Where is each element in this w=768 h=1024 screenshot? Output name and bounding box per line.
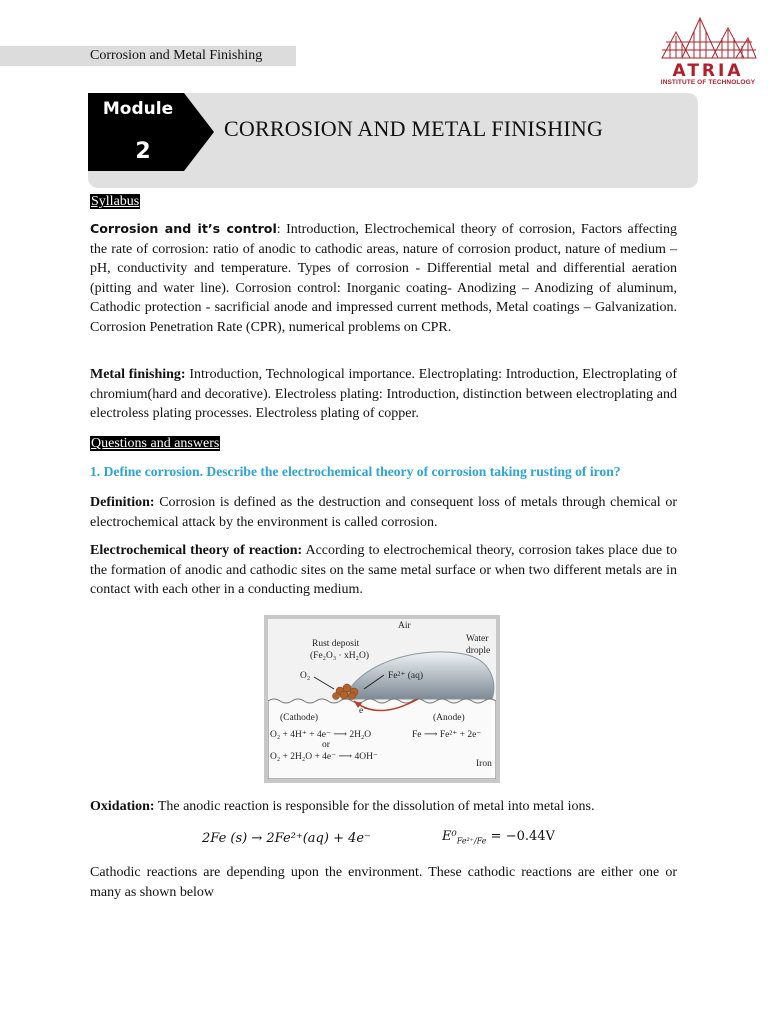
figure-cathode-eq1: O₂ + 4H⁺ + 4e⁻ ⟶ 2H₂O [270,730,372,740]
logo-subtitle: INSTITUTE OF TECHNOLOGY [660,79,756,86]
definition-paragraph: Definition: Corrosion is defined as the destruction and consequent loss of metals through chemical or electrochemical attack by the environment is called corrosion. [90,495,677,530]
figure-iron-label: Iron [476,759,492,769]
figure-electron-label: e⁻ [359,706,369,716]
cathodic-paragraph: Cathodic reactions are depending upon the environment. These cathodic reactions are either one or many as shown below [90,865,677,900]
potential-value: = −0.44V [490,829,555,844]
syllabus-corrosion-paragraph: Corrosion and it’s control: Introduction, Electrochemical theory of corrosion, Factors affecting the rate of corrosion: ratio of anodic to cathodic areas, nature of corrosion product, nature of medium – pH, conductivity and temperature. Types of corrosion - Differential metal and differential aeration (pitting and water line). Corrosion control: Inorganic coating- Anodizing – Anodizing of aluminum, Cathodic protection - sacrificial anode and impressed current methods, Metal coatings – Galvanization. Corrosion Penetration Rate (CPR), numerical problems on CPR. [90,221,677,335]
running-header-title: Corrosion and Metal Finishing [90,48,263,63]
oxidation-paragraph: Oxidation: The anodic reaction is responsible for the dissolution of metal into metal ions. [90,799,595,814]
theory-label: Electrochemical theory of reaction: [90,543,303,558]
atria-logo [656,10,760,90]
module-word: Module [102,99,174,119]
figure-rust-formula: (Fe₂O₃ · xH₂O) [310,651,370,661]
figure-air-label: Air [398,621,411,631]
figure-cathode-label: (Cathode) [280,713,318,723]
qa-heading: Questions and answers [91,436,220,451]
oxidation-equation: 2Fe (s) → 2Fe²⁺(aq) + 4e⁻ [202,831,371,846]
figure-oxygen-label: O₂ [300,671,311,681]
figure-anode-label: (Anode) [433,713,465,723]
syllabus-finishing-label: Metal finishing: [90,367,186,382]
figure-ferrous-ion-label: Fe²⁺ (aq) [388,671,424,681]
potential-subscript: Fe²⁺/Fe [456,836,487,846]
theory-paragraph: Electrochemical theory of reaction: According to electrochemical theory, corrosion takes place due to the formation of anodic and cathodic sites on the same metal surface or when two different metals are in contact with each other in a conducting medium. [90,543,678,597]
figure-or-label: or [322,740,330,750]
rusting-diagram [264,615,500,783]
figure-water-label: Water [466,634,489,644]
module-number: 2 [135,139,151,164]
syllabus-finishing-paragraph: Metal finishing: Introduction, Technological importance. Electroplating: Introduction, Electroplating of chromium(hard and decorative). Electroless plating: Introduction, distinction between electroplating and electroless plating processes. Electroless plating of copper. [90,367,677,421]
module-title: CORROSION AND METAL FINISHING [224,116,604,141]
figure-droplet-label: drople [466,646,491,656]
oxidation-label: Oxidation: [90,799,155,814]
figure-anode-eq: Fe ⟶ Fe²⁺ + 2e⁻ [412,730,482,740]
logo-wordmark: ATRIA [672,61,744,81]
syllabus-corrosion-label: Corrosion and it’s control [90,221,277,236]
syllabus-heading: Syllabus [91,194,140,209]
definition-label: Definition: [90,495,155,510]
figure-cathode-eq2: O₂ + 2H₂O + 4e⁻ ⟶ 4OH⁻ [270,752,379,762]
potential-symbol: E⁰ [442,829,457,844]
figure-rust-label: Rust deposit [312,639,360,649]
question-1: 1. Define corrosion. Describe the electrochemical theory of corrosion taking rusting of iron? [90,464,621,479]
electrode-potential [442,829,555,846]
